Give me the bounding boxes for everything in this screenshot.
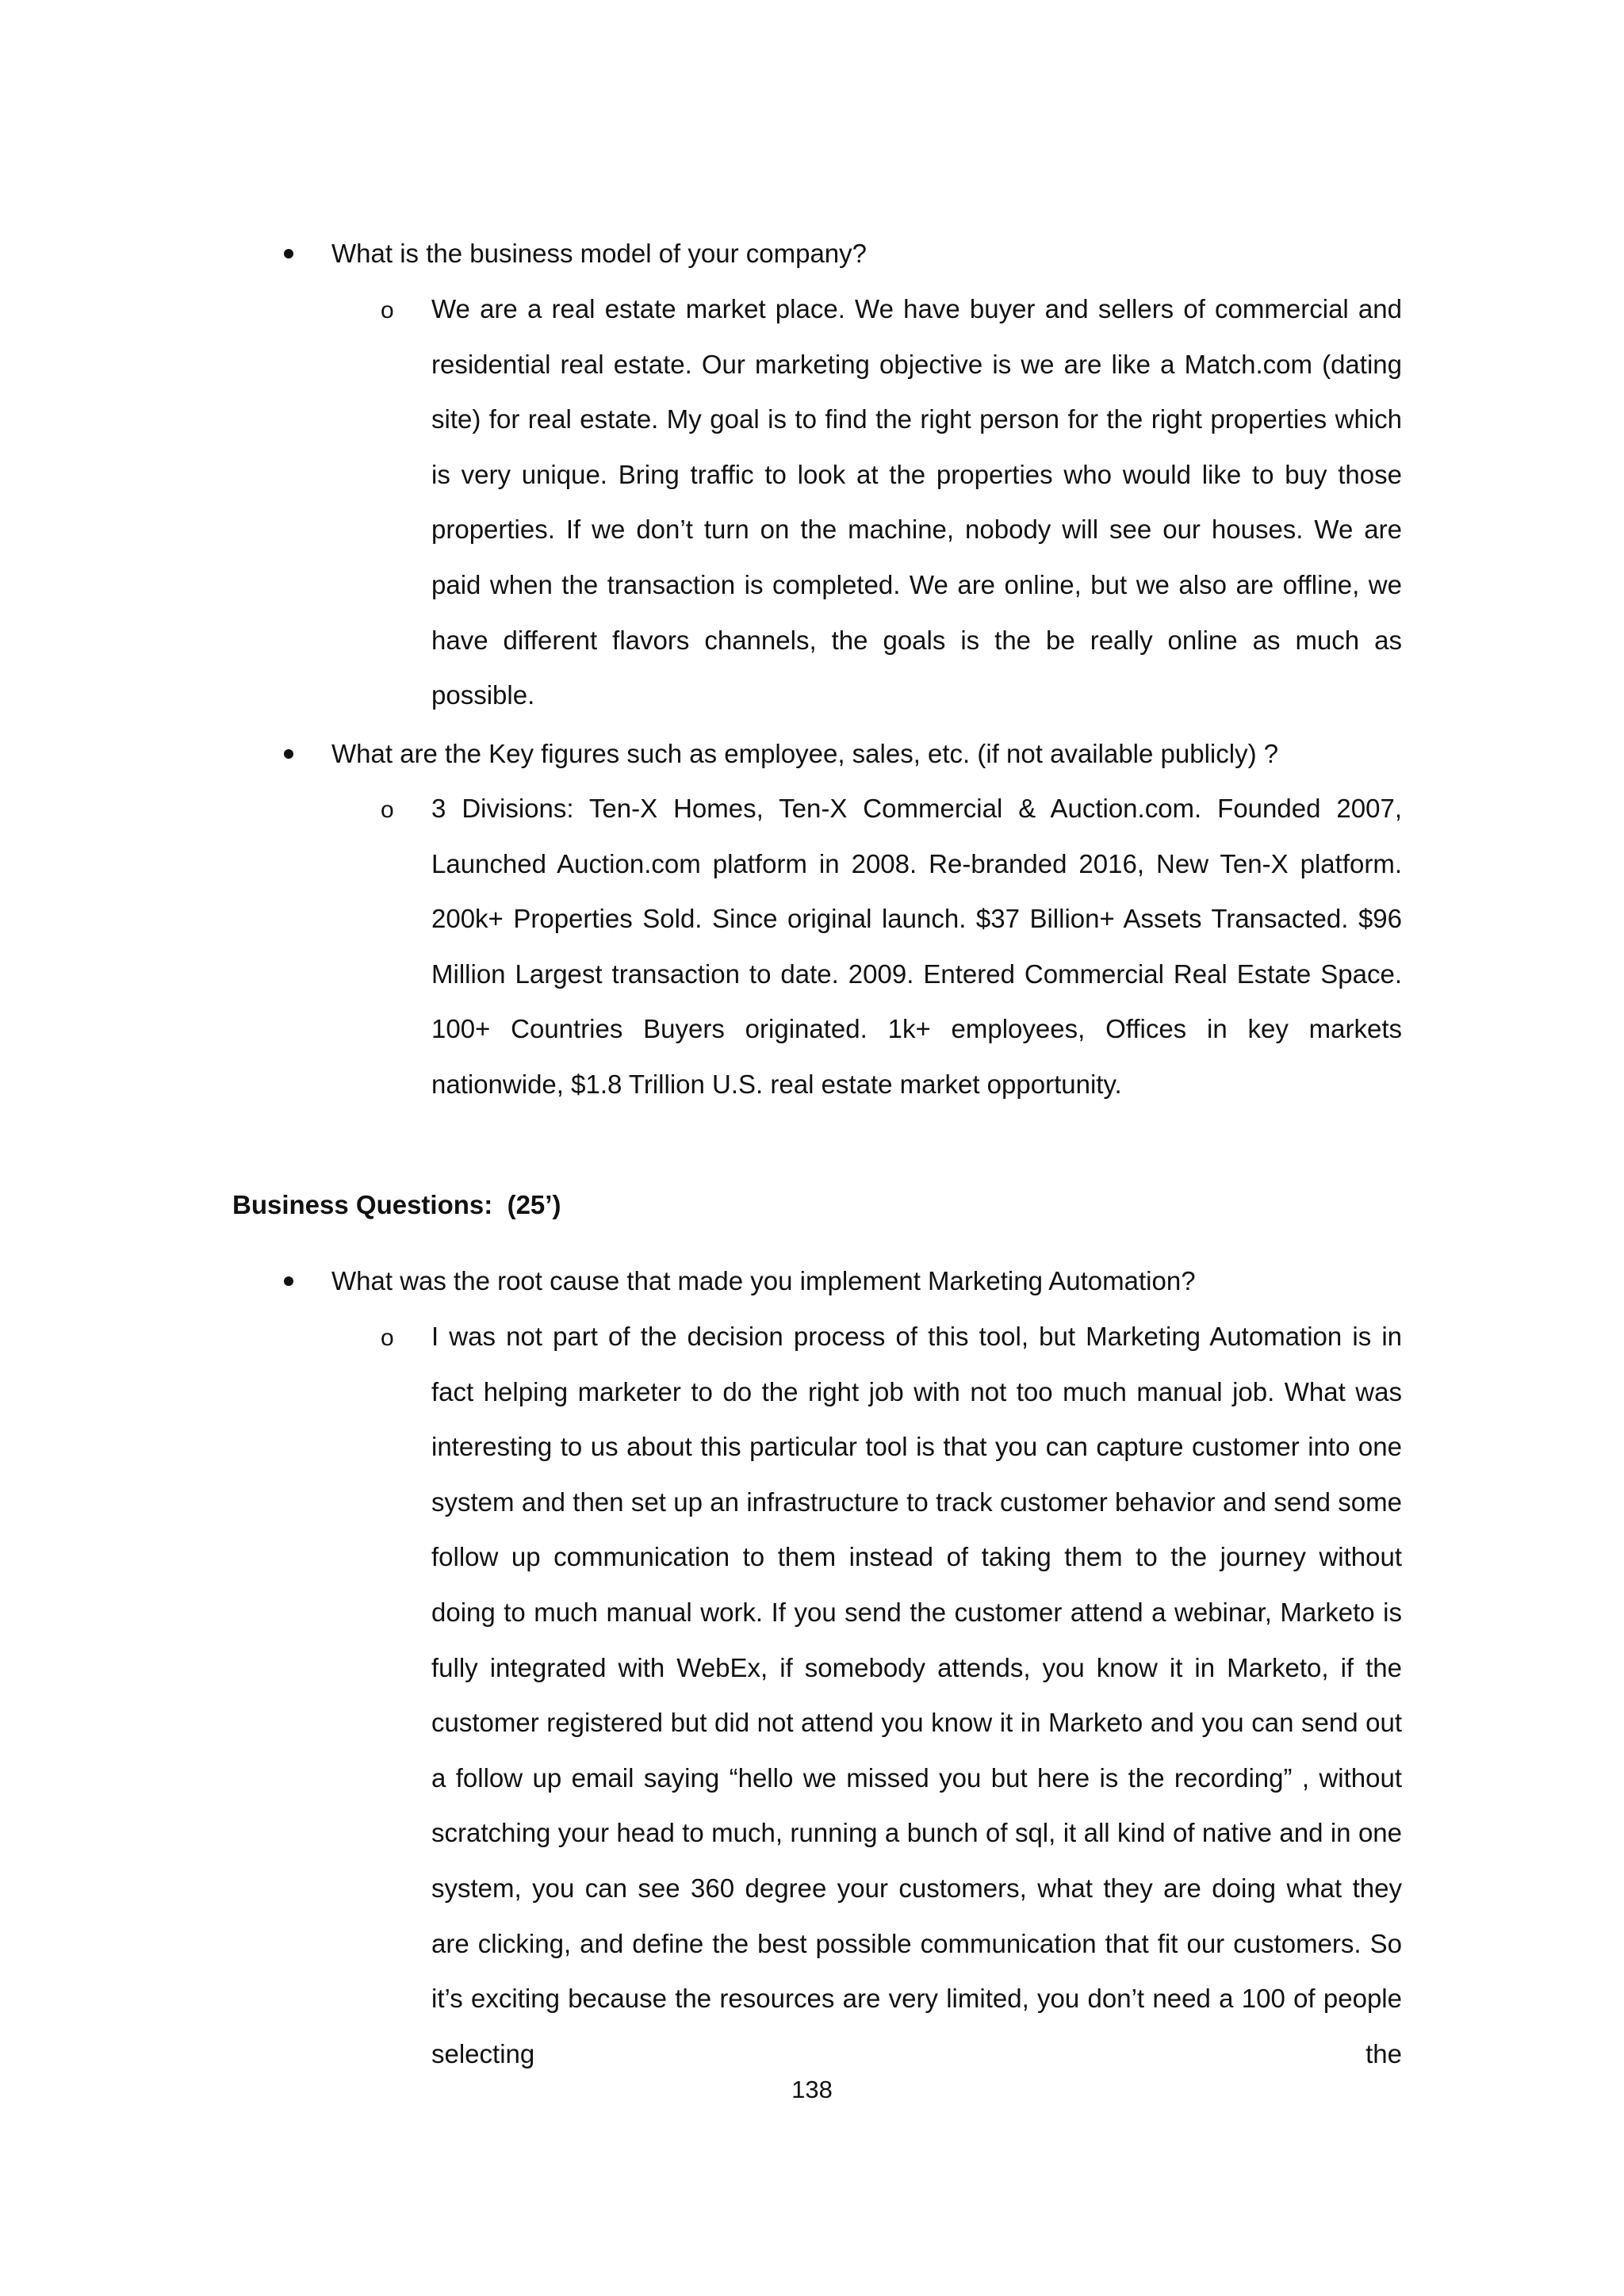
answer-root-cause: I was not part of the decision process of this tool, but Marketing Automation is in fact helping marketer to do the right job with not too much manual job. What was interesting to us about this particular tool is that you can capture customer into one system and then set up an infrastructure to track customer behavior and send some follow up communication to them instead of taking them to the journey without doing to much manual work. If you send the customer attend a webinar, Marketo is fully integrated with WebEx, if somebody attends, you know it in Marketo, if the customer registered but did not attend you know it in Marketo and you can send out a follow up email saying “hello we missed you but here is the recording” , without scratching your head to much, running a bunch of sql, it all kind of native and in one system, you can see 360 degree your customers, what they are doing what they are clicking, and define the best possible communication that fit our customers. So it’s exciting because the resources are very limited, you don’t need a 100 of people selecting the xyxy=(431,1322,1402,2068)
sub-bullet-icon: o xyxy=(381,797,394,823)
page-number: 138 xyxy=(791,2076,833,2103)
bullet-icon xyxy=(284,749,293,759)
question-business-model: What is the business model of your company? xyxy=(331,239,868,268)
question-root-cause: What was the root cause that made you implement Marketing Automation? xyxy=(331,1266,1196,1295)
sub-bullet-icon: o xyxy=(381,297,394,323)
answer-key-figures: 3 Divisions: Ten-X Homes, Ten-X Commercial & Auction.com. Founded 2007, Launched Auction.com platform in 2008. Re-branded 2016, New Ten-X platform. 200k+ Properties Sold. Since original launch. $37 Billion+ Assets Transacted. $96 Million Largest transaction to date. 2009. Entered Commercial Real Estate Space. 100+ Countries Buyers originated. 1k+ employees, Offices in key markets nationwide, $1.8 Trillion U.S. real estate market opportunity. xyxy=(431,794,1402,1099)
bullet-icon xyxy=(284,249,293,258)
bullet-icon xyxy=(284,1276,293,1286)
business-questions-heading: Business Questions: (25’) xyxy=(232,1190,561,1219)
answer-business-model: We are a real estate market place. We have buyer and sellers of commercial and residential real estate. Our marketing objective is we are like a Match.com (dating site) for real estate. My goal is to find the right person for the right properties which is very unique. Bring traffic to look at the properties who would like to buy those properties. If we don’t turn on the machine, nobody will see our houses. We are paid when the transaction is completed. We are online, but we also are offline, we have different flavors channels, the goals is the be really online as much as possible. xyxy=(431,294,1402,710)
sub-bullet-icon: o xyxy=(381,1325,394,1351)
question-key-figures: What are the Key figures such as employee, sales, etc. (if not available publicly) ? xyxy=(331,739,1279,768)
